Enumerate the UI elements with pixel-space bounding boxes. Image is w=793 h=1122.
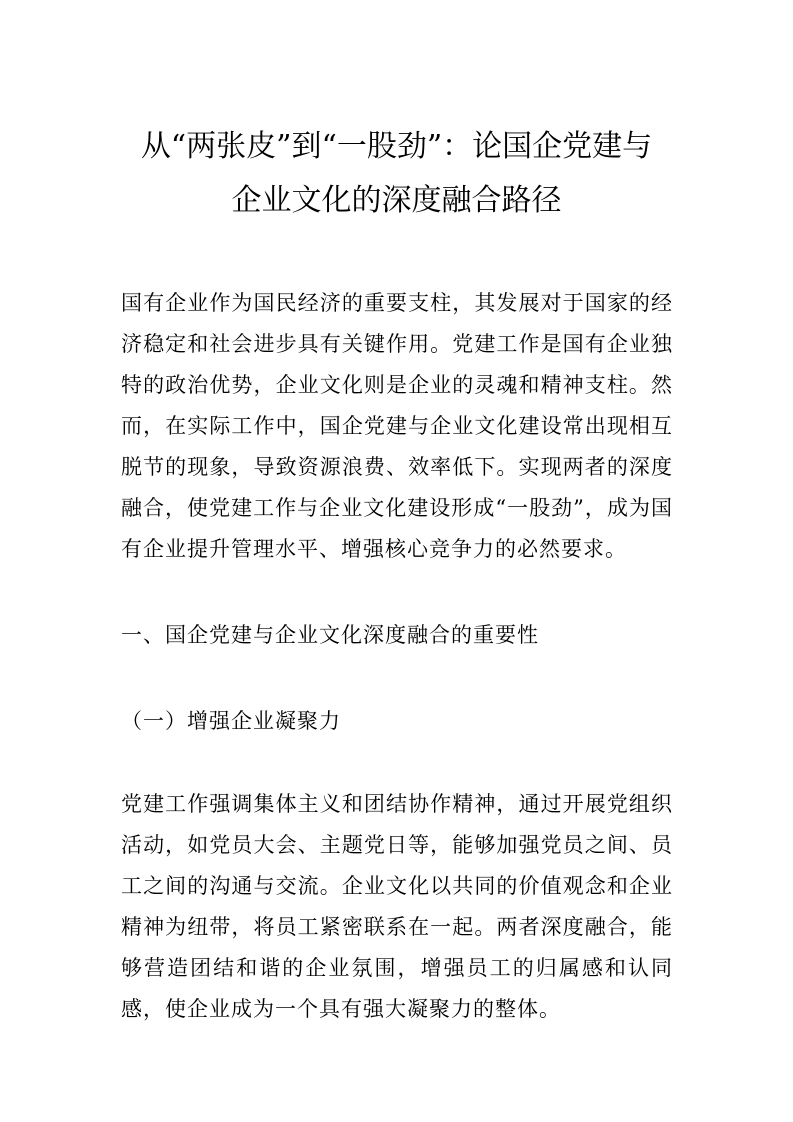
section-1-heading: 一、国企党建与企业文化深度融合的重要性 xyxy=(121,623,539,647)
title-line-1: 从“两张皮”到“一股劲”：论国企党建与 xyxy=(140,129,653,164)
subsection-1-paragraph: 党建工作强调集体主义和团结协作精神，通过开展党组织活动，如党员大会、主题党日等，能够加强党员之间、员工之间的沟通与交流。企业文化以共同的价值观念和企业精神为纽带，将员工紧密联系在一起。两者深度融合，能够营造团结和谐的企业氛围，增强员工的归属感和认同感，使企业成为一个具有强大凝聚力的整体。 xyxy=(121,792,673,1021)
intro-paragraph: 国有企业作为国民经济的重要支柱，其发展对于国家的经济稳定和社会进步具有关键作用。党建工作是国有企业独特的政治优势，企业文化则是企业的灵魂和精神支柱。然而，在实际工作中，国企党建与企业文化建设常出现相互脱节的现象，导致资源浪费、效率低下。实现两者的深度融合，使党建工作与企业文化建设形成“一股劲”，成为国有企业提升管理水平、增强核心竞争力的必然要求。 xyxy=(121,291,673,561)
subsection-1-heading: （一）增强企业凝聚力 xyxy=(121,709,341,733)
title-line-2: 企业文化的深度融合路径 xyxy=(231,183,562,218)
document-title xyxy=(100,120,693,228)
